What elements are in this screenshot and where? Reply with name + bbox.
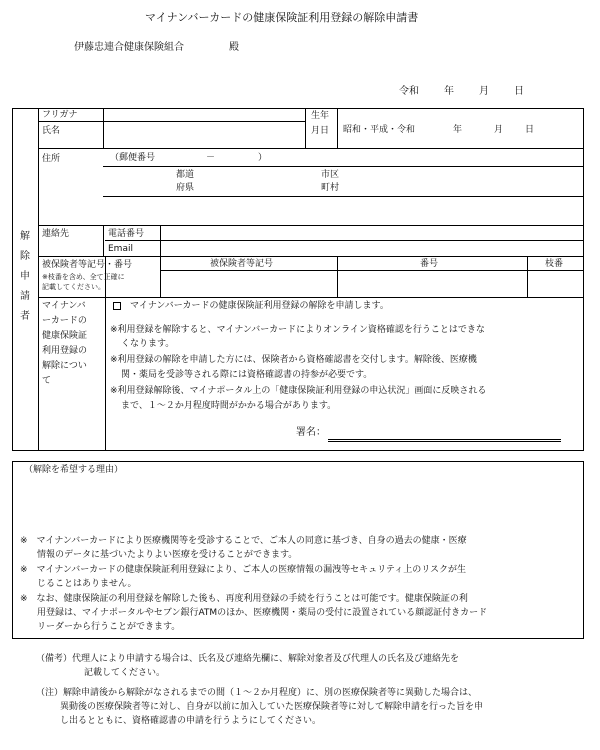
birth-year-label: 年 [453, 125, 463, 135]
col-number: 番号 [420, 259, 439, 269]
furigana-field[interactable] [108, 110, 302, 120]
note-footer-line: （注）解除申請後から解除がなされるまでの間（１～２か月程度）に、別の医療保険者等に異動した場合は、 [36, 688, 478, 698]
note-line: くなります。 [121, 339, 175, 349]
col-branch: 枝番 [545, 259, 564, 269]
reason-field[interactable] [18, 480, 578, 530]
insured-note-2: 記載してください。 [42, 283, 105, 291]
name-label: 氏名 [42, 126, 61, 136]
note-line: まで、１～２か月程度時間がかかる場合があります。 [121, 401, 337, 411]
honorific: 殿 [229, 42, 239, 53]
addressee: 伊藤忠連合健康保険組合 [74, 42, 184, 53]
document-title: マイナンバーカードの健康保険証利用登録の解除申請書 [145, 11, 419, 24]
birth-month-label: 月 [494, 125, 504, 135]
address-line-field[interactable] [106, 199, 582, 223]
birth-eras: 昭和・平成・令和 [343, 125, 416, 135]
cancel-registration-checkbox[interactable] [113, 302, 121, 310]
note-line: ※利用登録解除後、マイナポータル上の「健康保険証利用登録の申込状況」画面に反映される [110, 386, 487, 396]
birth-day-label: 日 [525, 125, 535, 135]
col-symbol: 被保険者等記号 [210, 259, 274, 269]
reason-note-line: じることはありません。 [37, 579, 137, 589]
signature-label: 署名： [296, 427, 326, 438]
remark-line: （備考）代理人により申請する場合は、氏名及び連絡先欄に、解除対象者及び代理人の氏名及び連絡先を [36, 654, 460, 664]
insured-symbol-field[interactable] [163, 272, 335, 295]
note-line: 関・薬局を受診等される際には資格確認書の持参が必要です。 [121, 370, 373, 380]
reason-note-line: 情報のデータに基づいたよりよい医療を受けることができます。 [37, 550, 298, 560]
note-line: ※利用登録を解除すると、マイナンバーカードによりオンライン資格確認を行うことはできな [110, 325, 485, 335]
insured-number-field[interactable] [340, 272, 525, 295]
birth-label-1: 生年 [311, 111, 330, 121]
remark-line: 記載してください。 [84, 668, 166, 678]
checkbox-text: マイナンバーカードの健康保険証利用登録の解除を申請します。 [130, 301, 389, 311]
date-month: 月 [479, 86, 489, 97]
date-era: 令和 [399, 86, 419, 97]
todofuken-2: 府県 [176, 183, 195, 193]
birth-label-2: 月日 [311, 126, 330, 136]
note-footer-line: 異動後の医療保険者等に対し、自身が以前に加入していた医療保険者等に対して解除申請を行った旨を申 [60, 702, 484, 712]
postal-dash: － [206, 153, 216, 163]
city-2: 町村 [321, 183, 340, 193]
mynumber-label: マイナンバ ーカードの 健康保険証 利用登録の 解除につい て [42, 301, 88, 386]
phone-label: 電話番号 [108, 229, 145, 239]
signature-field[interactable] [330, 424, 560, 438]
insured-label: 被保険者等記号・番号 [42, 260, 133, 270]
insured-branch-field[interactable] [530, 272, 582, 295]
note-footer-line: し出るとともに、資格確認書の申請を行うようにしてください。 [60, 716, 322, 726]
todofuken-1: 都道 [176, 170, 195, 180]
reason-note-line: ※ マイナンバーカードの健康保険証利用登録により、ご本人の医療情報の漏洩等セキュリティ上のリスクが生 [20, 565, 467, 575]
date-day: 日 [514, 86, 524, 97]
name-field[interactable] [108, 124, 302, 146]
applicant-side-label: 解 除 申 請 者 [20, 231, 30, 322]
reason-note-line: 用登録は、マイナポータルやセブン銀行ATMのほか、医療機関・薬局の受付に設置されている顔認証付きカード [37, 608, 488, 618]
address-label: 住所 [42, 154, 61, 164]
contact-label: 連絡先 [42, 229, 70, 239]
city-1: 市区 [321, 170, 340, 180]
postal-label: （郵便番号 [110, 153, 156, 163]
furigana-label: フリガナ [42, 110, 78, 120]
reason-note-line: ※ マイナンバーカードにより医療機関等を受診することで、ご本人の同意に基づき、自身の過去の健康・医療 [20, 536, 467, 546]
phone-field[interactable] [163, 227, 581, 239]
note-line: ※利用登録の解除を申請した方には、保険者から資格確認書を交付します。解除後、医療機 [110, 355, 477, 365]
postal-close: ） [258, 153, 268, 163]
insured-note-1: ※枝番を含め、全て正確に [42, 273, 125, 281]
reason-note-line: リーダーから行うことができます。 [37, 622, 181, 632]
date-year: 年 [444, 86, 454, 97]
email-label: Email [108, 244, 133, 254]
reason-note-line: ※ なお、健康保険証の利用登録を解除した後も、再度利用登録の手続を行うことは可能です。健康保険証の利 [20, 594, 468, 604]
reason-label: （解除を希望する理由） [24, 465, 124, 475]
email-field[interactable] [163, 242, 581, 254]
